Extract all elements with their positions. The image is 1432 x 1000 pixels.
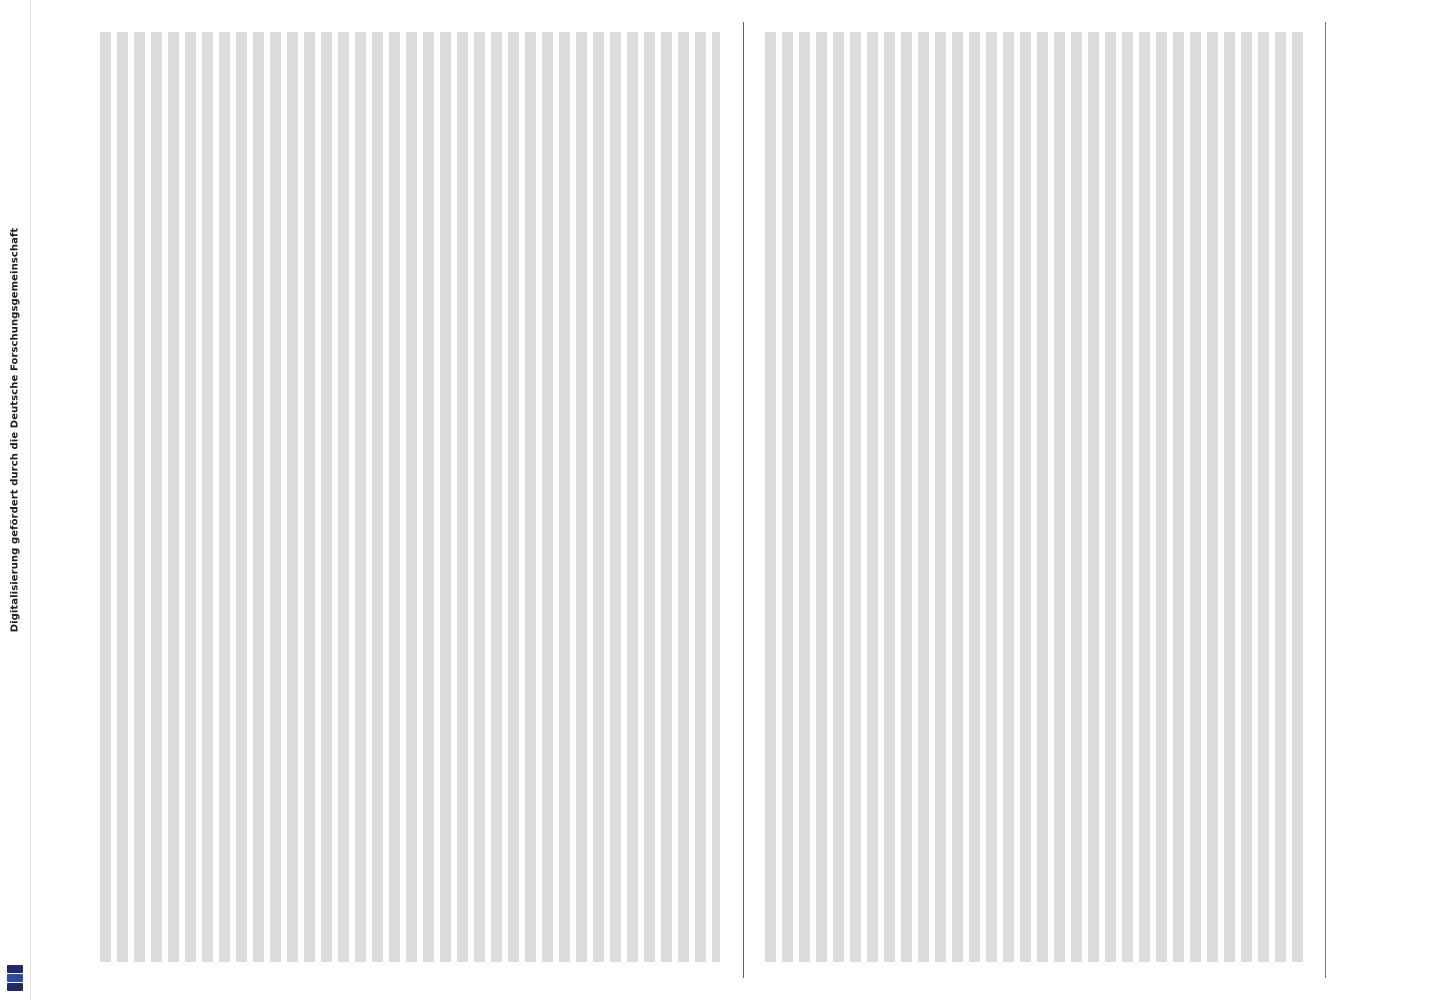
column-divider (743, 22, 744, 978)
digitization-note: Digitalisierung gefördert durch die Deutsche Forschungsgemeinschaft (9, 227, 21, 633)
text-column-right (765, 32, 1305, 962)
running-header-area (1325, 22, 1406, 978)
text-column-left (100, 32, 720, 962)
dfg-logo-icon (7, 965, 23, 991)
digitization-sidebar (0, 0, 31, 1000)
scanned-page (85, 22, 1415, 978)
